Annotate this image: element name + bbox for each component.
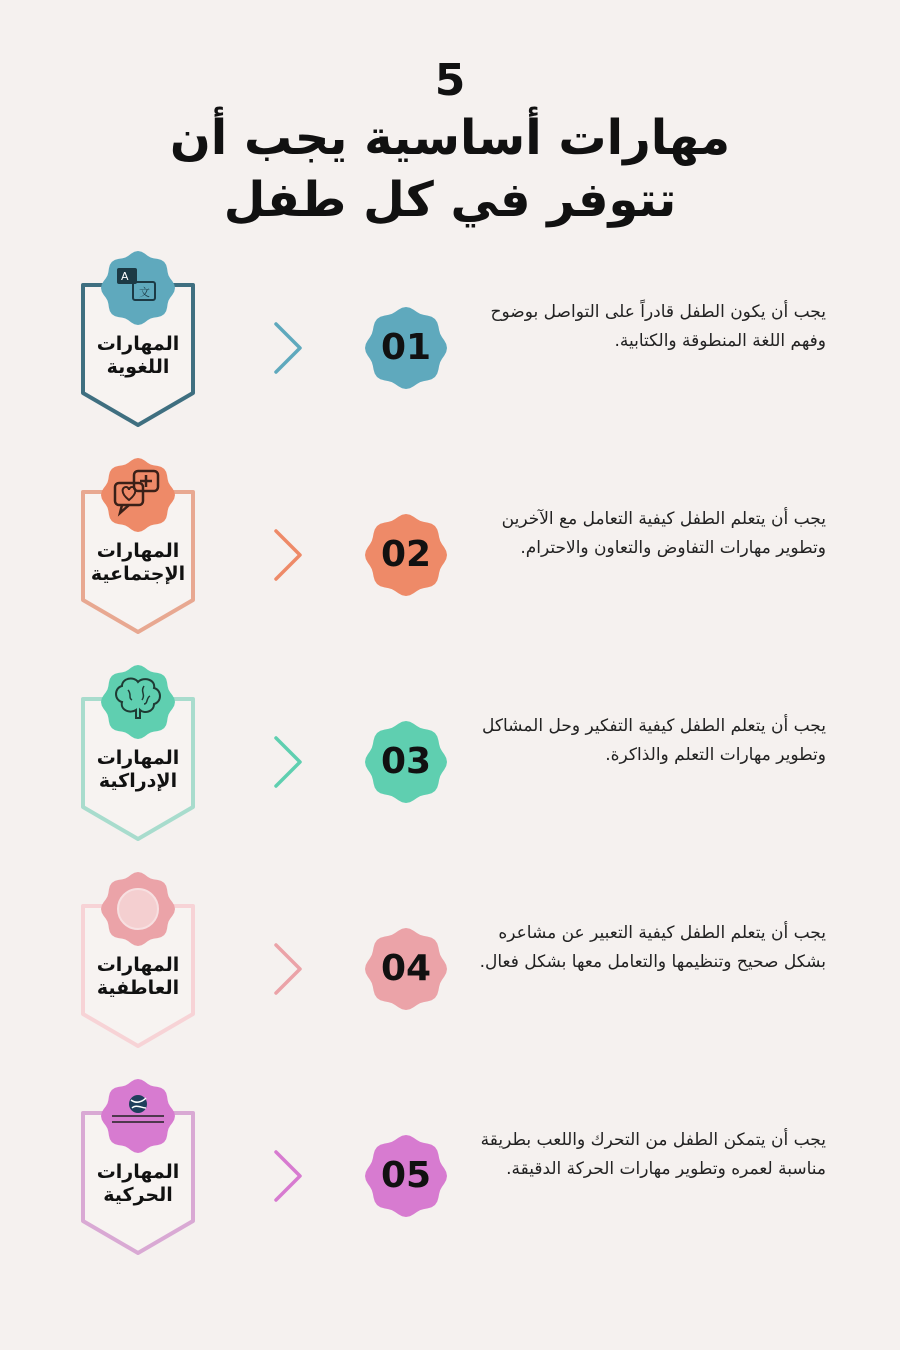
skill-label-line-1: المهارات (96, 540, 180, 562)
page-title (0, 55, 900, 231)
skill-number-badge (364, 1134, 448, 1218)
skill-description: يجب أن يتعلم الطفل كيفية التعبير عن مشاعره بشكل صحيح وتنظيمها والتعامل معها بشكل فعال. (479, 923, 826, 972)
skill-icon-badge (100, 1078, 176, 1154)
skill-icon-badge (100, 250, 176, 326)
skill-icon-badge (100, 664, 176, 740)
skill-label-line-2: الإجتماعية (90, 563, 186, 585)
skill-label-line-2: اللغوية (106, 356, 170, 378)
skill-label-line-2: العاطفية (96, 977, 180, 999)
skill-number: 02 (380, 534, 432, 575)
skill-number-badge (364, 927, 448, 1011)
skill-label-line-1: المهارات (96, 333, 180, 355)
skill-row (0, 1078, 900, 1268)
skill-description: يجب أن يتعلم الطفل كيفية التعامل مع الآخرين وتطوير مهارات التفاوض والتعاون والاحترام. (501, 509, 826, 558)
skill-description: يجب أن يتمكن الطفل من التحرك واللعب بطريقة مناسبة لعمره وتطوير مهارات الحركة الدقيقة. (480, 1130, 826, 1179)
skill-row (0, 664, 900, 854)
skill-label-line-2: الإدراكية (98, 770, 178, 792)
skill-number: 01 (380, 327, 432, 368)
skill-number-badge (364, 720, 448, 804)
skill-number: 05 (380, 1155, 432, 1196)
svg-text:A: A (121, 270, 129, 283)
chevron-right-icon (268, 318, 308, 378)
title-line-1: مهارات أساسية يجب أن (169, 110, 731, 166)
skill-icon-badge (100, 871, 176, 947)
chevron-right-icon (268, 732, 308, 792)
skill-row (0, 250, 900, 440)
chevron-right-icon (268, 525, 308, 585)
svg-text:文: 文 (139, 286, 150, 299)
skill-row (0, 871, 900, 1061)
skill-label-line-1: المهارات (96, 954, 180, 976)
skill-label (81, 954, 195, 1000)
skill-icon-badge (100, 457, 176, 533)
skill-number: 03 (380, 741, 432, 782)
skill-label (81, 1161, 195, 1207)
skill-row (0, 457, 900, 647)
skill-description: يجب أن يكون الطفل قادراً على التواصل بوضوح وفهم اللغة المنطوقة والكتابية. (490, 302, 826, 351)
skill-label (81, 333, 195, 379)
skill-description: يجب أن يتعلم الطفل كيفية التفكير وحل المشاكل وتطوير مهارات التعلم والذاكرة. (482, 716, 826, 765)
skill-label-line-2: الحركية (103, 1184, 173, 1206)
skill-label-line-1: المهارات (96, 1161, 180, 1183)
skill-label (81, 747, 195, 793)
chevron-right-icon (268, 1146, 308, 1206)
chevron-right-icon (268, 939, 308, 999)
skill-number-badge (364, 306, 448, 390)
skill-number-badge (364, 513, 448, 597)
emotion-circle-icon (118, 889, 158, 929)
skill-label-line-1: المهارات (96, 747, 180, 769)
title-number: 5 (434, 55, 466, 106)
skill-label (81, 540, 195, 586)
title-line-2: تتوفر في كل طفل (223, 172, 677, 228)
skill-number: 04 (380, 948, 432, 989)
